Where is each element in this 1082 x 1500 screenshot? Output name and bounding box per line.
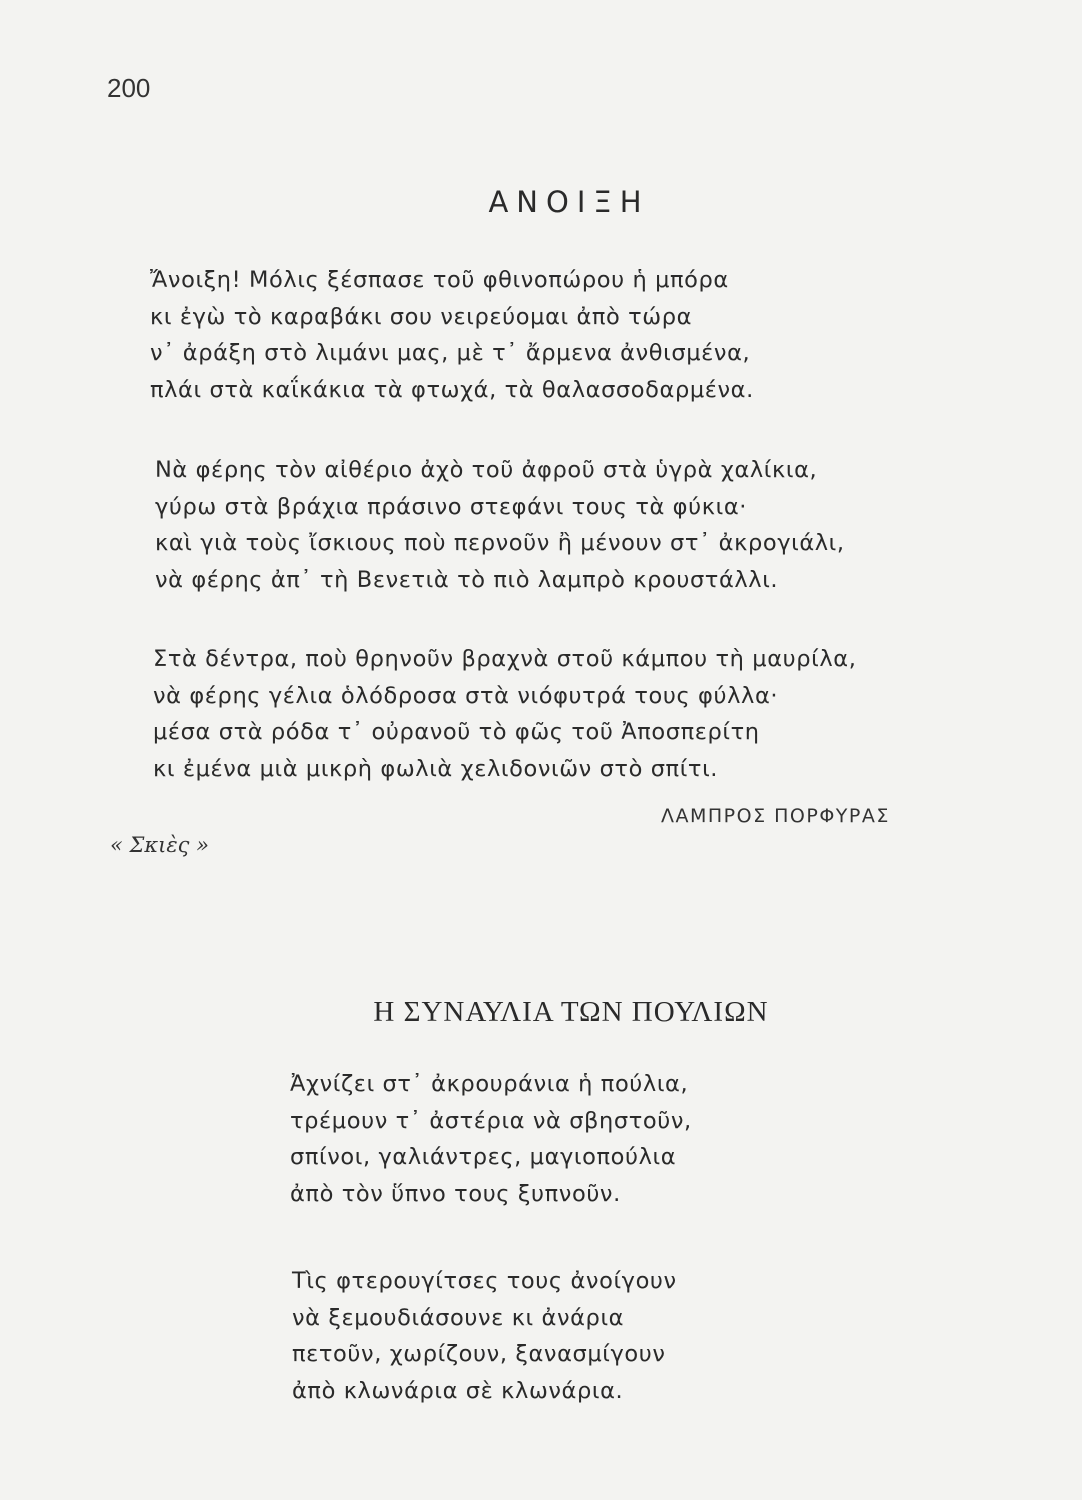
verse-line: γύρω στὰ βράχια πράσινο στεφάνι τους τὰ φύκια· [155, 493, 748, 520]
source-title: « Σκιὲς » [110, 833, 209, 857]
verse-line: μέσα στὰ ρόδα τ᾽ οὐρανοῦ τὸ φῶς τοῦ Ἀποσπερίτη [153, 719, 760, 745]
verse-line: ν᾽ ἀράξη στὸ λιμάνι μας, μὲ τ᾽ ἄρμενα ἀνθισμένα, [150, 340, 751, 366]
verse-line: Νὰ φέρης τὸν αἰθέριο ἀχὸ τοῦ ἀφροῦ στὰ ὑγρὰ χαλίκια, [155, 457, 818, 483]
stanza [290, 1066, 692, 1212]
poem-title: Η ΣΥΝΑΥΛΙΑ ΤΩΝ ΠΟΥΛΙΩΝ [373, 996, 769, 1028]
poem-title: ΑΝΟΙΞΗ [488, 185, 650, 219]
page-number: 200 [107, 73, 151, 103]
verse-line: νὰ φέρης ἀπ᾽ τὴ Βενετιὰ τὸ πιὸ λαμπρὸ κρουστάλλι. [155, 566, 779, 593]
verse-line: Τὶς φτερουγίτσες τους ἀνοίγουν [292, 1268, 677, 1294]
verse-line: νὰ ξεμουδιάσουνε κι ἀνάρια [292, 1304, 625, 1331]
verse-line: Ἄνοιξη! Μόλις ξέσπασε τοῦ φθινοπώρου ἡ μπόρα [150, 267, 729, 293]
stanza [150, 262, 754, 408]
author-name: ΛΑΜΠΡΟΣ ΠΟΡΦΥΡΑΣ [661, 805, 890, 827]
verse-line: Ἀχνίζει στ᾽ ἀκρουράνια ἡ πούλια, [290, 1071, 689, 1097]
verse-line: πλάι στὰ καΐκάκια τὰ φτωχά, τὰ θαλασσοδαρμένα. [150, 376, 754, 403]
stanza [153, 641, 856, 787]
verse-line: καὶ γιὰ τοὺς ἴσκιους ποὺ περνοῦν ἢ μένουν στ᾽ ἀκρογιάλι, [155, 530, 845, 556]
stanza [155, 452, 845, 598]
stanza [292, 1263, 677, 1409]
verse-line: κι ἐγὼ τὸ καραβάκι σου νειρεύομαι ἀπὸ τώρα [150, 303, 693, 330]
verse-line: ἀπὸ τὸν ὕπνο τους ξυπνοῦν. [290, 1180, 621, 1207]
verse-line: ἀπὸ κλωνάρια σὲ κλωνάρια. [292, 1377, 624, 1404]
verse-line: πετοῦν, χωρίζουν, ξανασμίγουν [292, 1341, 666, 1367]
verse-line: νὰ φέρης γέλια ὁλόδροσα στὰ νιόφυτρά τους φύλλα· [153, 682, 779, 709]
verse-line: σπίνοι, γαλιάντρες, μαγιοπούλια [290, 1144, 677, 1170]
verse-line: κι ἐμένα μιὰ μικρὴ φωλιὰ χελιδονιῶν στὸ σπίτι. [153, 755, 719, 782]
verse-line: Στὰ δέντρα, ποὺ θρηνοῦν βραχνὰ στοῦ κάμπου τὴ μαυρίλα, [153, 646, 857, 672]
verse-line: τρέμουν τ᾽ ἀστέρια νὰ σβηστοῦν, [290, 1107, 692, 1134]
